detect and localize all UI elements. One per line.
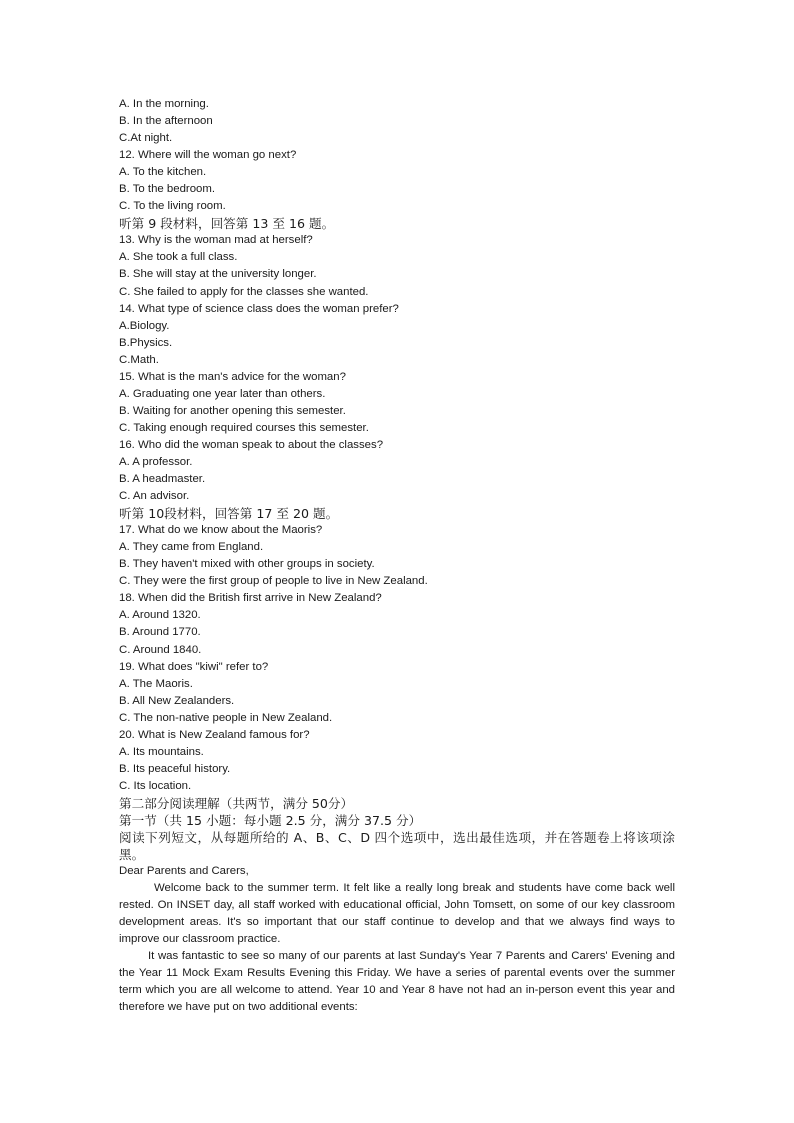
question-line: 17. What do we know about the Maoris? xyxy=(119,524,323,537)
option-line: B. In the afternoon xyxy=(119,115,213,128)
letter-paragraph-2: It was fantastic to see so many of our parents at last Sunday's Year 7 Parents and Carers' Evening and the Year 11 Mock Exam Results Evening this Friday. We have a series of parental events over the summer term which you are all welcome to attend. Year 10 and Year 8 have not had an in-person event this year and therefore we have put on two additional events: xyxy=(119,950,675,1014)
option-line: B. A headmaster. xyxy=(119,473,206,486)
letter-salutation: Dear Parents and Carers, xyxy=(119,865,249,878)
question-line: 12. Where will the woman go next? xyxy=(119,149,297,162)
option-line: C.Math. xyxy=(119,353,159,366)
question-line: 19. What does "kiwi" refer to? xyxy=(119,660,269,673)
letter-paragraph-1: Welcome back to the summer term. It felt like a really long break and students have come back well rested. On INSET day, all staff worked with educational official, John Tomsett, on some of our key classroom development areas. It's so important that our staff continue to develop and that we always find ways to improve our classroom practice. xyxy=(119,882,675,946)
option-line: A.Biology. xyxy=(119,319,170,332)
option-line: C. To the living room. xyxy=(119,200,226,213)
option-line: A. To the kitchen. xyxy=(119,166,207,179)
option-line: B. They haven't mixed with other groups in society. xyxy=(119,558,375,571)
option-line: B. To the bedroom. xyxy=(119,183,216,196)
option-line: B. Waiting for another opening this semester. xyxy=(119,404,346,417)
option-line: B. Its peaceful history. xyxy=(119,762,231,775)
option-line: C. She failed to apply for the classes she wanted. xyxy=(119,285,369,298)
question-block-13-16 xyxy=(119,232,675,505)
option-line: C. Taking enough required courses this semester. xyxy=(119,421,369,434)
option-line: B. She will stay at the university longer. xyxy=(119,268,317,281)
section-9-header: 听第 9 段材料，回答第 13 至 16 题。 xyxy=(119,216,335,232)
option-line: C. They were the first group of people to live in New Zealand. xyxy=(119,575,428,588)
question-block-17-20 xyxy=(119,522,675,795)
option-line: C. The non-native people in New Zealand. xyxy=(119,711,333,724)
question-line: 13. Why is the woman mad at herself? xyxy=(119,234,313,247)
question-line: 16. Who did the woman speak to about the classes? xyxy=(119,438,384,451)
option-line: A. The Maoris. xyxy=(119,677,193,690)
option-line: A. They came from England. xyxy=(119,541,264,554)
option-line: A. Around 1320. xyxy=(119,609,201,622)
section-10-header: 听第 10段材料，回答第 17 至 20 题。 xyxy=(119,506,339,522)
question-line: 15. What is the man's advice for the woman? xyxy=(119,370,346,383)
question-block-11-12 xyxy=(119,96,675,215)
question-line: 18. When did the British first arrive in New Zealand? xyxy=(119,592,382,605)
option-line: C. An advisor. xyxy=(119,490,190,503)
option-line: A. Its mountains. xyxy=(119,745,204,758)
question-line: 20. What is New Zealand famous for? xyxy=(119,728,310,741)
option-line: B.Physics. xyxy=(119,336,173,349)
reading-instructions: 阅读下列短文，从每题所给的 A、B、C、D 四个选项中，选出最佳选项，并在答题卷上将该项涂黑。 xyxy=(119,830,675,863)
option-line: A. She took a full class. xyxy=(119,251,238,264)
option-line: B. All New Zealanders. xyxy=(119,694,235,707)
part-2-title: 第二部分阅读理解（共两节，满分 50分） xyxy=(119,795,354,811)
document-page xyxy=(119,96,675,1017)
option-line: C. Its location. xyxy=(119,779,192,792)
option-line: A. In the morning. xyxy=(119,98,209,110)
option-line: C. Around 1840. xyxy=(119,643,202,656)
option-line: A. Graduating one year later than others. xyxy=(119,387,326,400)
section-1-title: 第一节（共 15 小题：每小题 2.5 分，满分 37.5 分） xyxy=(119,812,422,828)
option-line: A. A professor. xyxy=(119,455,193,468)
option-line: C.At night. xyxy=(119,132,173,145)
question-line: 14. What type of science class does the woman prefer? xyxy=(119,302,399,315)
option-line: B. Around 1770. xyxy=(119,626,201,639)
